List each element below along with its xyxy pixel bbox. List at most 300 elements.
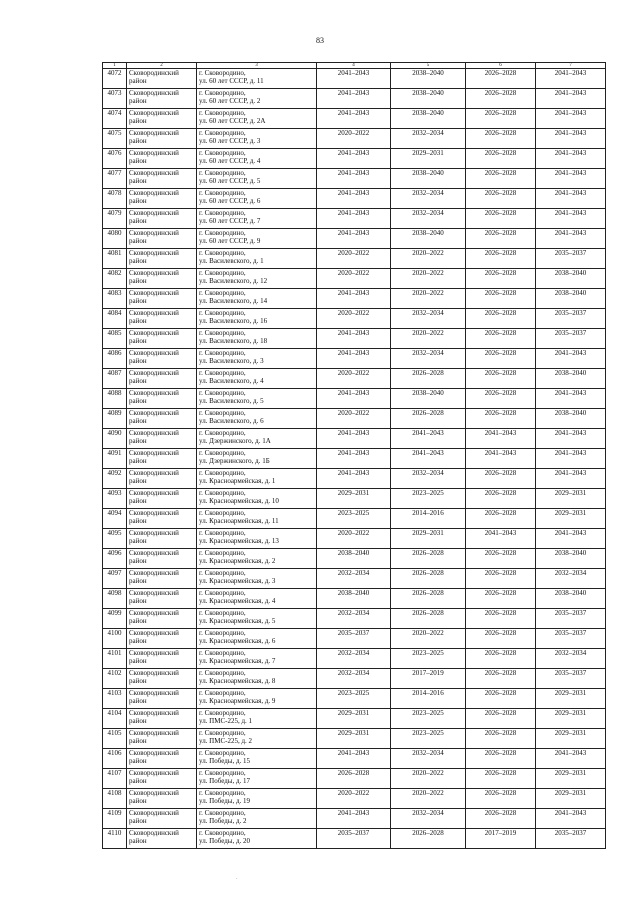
period-cell: 2032–2034	[391, 209, 466, 229]
district-cell	[127, 669, 197, 689]
district-line: Сковородинский	[129, 149, 179, 157]
period-cell: 2026–2028	[466, 149, 536, 169]
address-line: ул. 60 лет СССР, д. 11	[199, 77, 264, 85]
table-row	[103, 109, 606, 129]
district-line: Сковородинский	[129, 329, 179, 337]
table-row	[103, 669, 606, 689]
row-number-cell: 4107	[103, 769, 127, 789]
column-header: 7	[536, 63, 606, 69]
district-cell	[127, 729, 197, 749]
district-cell	[127, 429, 197, 449]
period-cell: 2029–2031	[317, 709, 391, 729]
period-cell: 2023–2025	[391, 729, 466, 749]
period-cell: 2026–2028	[466, 349, 536, 369]
address-line: ул. Красноармейская, д. 5	[199, 617, 276, 625]
period-cell: 2041–2043	[317, 209, 391, 229]
period-cell: 2041–2043	[317, 109, 391, 129]
district-cell	[127, 269, 197, 289]
address-cell	[197, 829, 317, 849]
address-line: ул. Василевского, д. 16	[199, 317, 268, 325]
address-line: ул. Красноармейская, д. 10	[199, 497, 279, 505]
period-cell: 2038–2040	[391, 109, 466, 129]
address-cell	[197, 109, 317, 129]
district-line: район	[129, 137, 147, 145]
period-cell: 2026–2028	[466, 749, 536, 769]
district-line: Сковородинский	[129, 409, 179, 417]
period-cell: 2023–2025	[391, 709, 466, 729]
district-line: район	[129, 557, 147, 565]
district-line: район	[129, 777, 147, 785]
period-cell: 2029–2031	[536, 509, 606, 529]
address-line: ул. Василевского, д. 14	[199, 297, 268, 305]
district-line: район	[129, 797, 147, 805]
table-row	[103, 329, 606, 349]
address-line: ул. 60 лет СССР, д. 7	[199, 217, 261, 225]
table-row	[103, 709, 606, 729]
period-cell: 2026–2028	[466, 209, 536, 229]
period-cell: 2026–2028	[466, 569, 536, 589]
district-line: район	[129, 177, 147, 185]
district-line: район	[129, 817, 147, 825]
district-cell	[127, 209, 197, 229]
row-number-cell: 4090	[103, 429, 127, 449]
district-line: Сковородинский	[129, 489, 179, 497]
district-line: Сковородинский	[129, 269, 179, 277]
row-number-cell: 4086	[103, 349, 127, 369]
address-line: ул. Красноармейская, д. 1	[199, 477, 276, 485]
district-cell	[127, 129, 197, 149]
period-cell: 2032–2034	[317, 609, 391, 629]
district-line: Сковородинский	[129, 609, 179, 617]
address-cell	[197, 249, 317, 269]
row-number-cell: 4104	[103, 709, 127, 729]
row-number-cell: 4076	[103, 149, 127, 169]
district-line: район	[129, 417, 147, 425]
row-number-cell: 4098	[103, 589, 127, 609]
period-cell: 2026–2028	[466, 269, 536, 289]
period-cell: 2020–2022	[391, 329, 466, 349]
address-line: ул. Победы, д. 20	[199, 837, 251, 845]
table-row	[103, 169, 606, 189]
table-row	[103, 229, 606, 249]
period-cell: 2041–2043	[536, 229, 606, 249]
period-cell: 2041–2043	[536, 129, 606, 149]
table-row	[103, 449, 606, 469]
address-line: г. Сковородино,	[199, 789, 246, 797]
district-cell	[127, 489, 197, 509]
table-row	[103, 509, 606, 529]
district-cell	[127, 69, 197, 89]
table-row	[103, 529, 606, 549]
district-cell	[127, 89, 197, 109]
table-row	[103, 149, 606, 169]
period-cell: 2017–2019	[391, 669, 466, 689]
address-line: ул. Василевского, д. 4	[199, 377, 264, 385]
period-cell: 2032–2034	[391, 129, 466, 149]
address-cell	[197, 169, 317, 189]
table-row	[103, 369, 606, 389]
period-cell: 2026–2028	[391, 569, 466, 589]
district-line: Сковородинский	[129, 349, 179, 357]
district-cell	[127, 569, 197, 589]
district-line: Сковородинский	[129, 249, 179, 257]
period-cell: 2023–2025	[391, 489, 466, 509]
period-cell: 2026–2028	[466, 669, 536, 689]
address-line: г. Сковородино,	[199, 209, 246, 217]
district-line: район	[129, 357, 147, 365]
row-number-cell: 4108	[103, 789, 127, 809]
address-line: г. Сковородино,	[199, 829, 246, 837]
period-cell: 2035–2037	[536, 329, 606, 349]
period-cell: 2032–2034	[317, 669, 391, 689]
district-line: Сковородинский	[129, 189, 179, 197]
district-line: Сковородинский	[129, 789, 179, 797]
address-line: ул. Василевского, д. 18	[199, 337, 268, 345]
address-cell	[197, 209, 317, 229]
address-line: ул. Василевского, д. 3	[199, 357, 264, 365]
district-line: Сковородинский	[129, 729, 179, 737]
address-line: г. Сковородино,	[199, 269, 246, 277]
address-line: ул. Красноармейская, д. 9	[199, 697, 276, 705]
period-cell: 2041–2043	[317, 289, 391, 309]
address-line: ул. Красноармейская, д. 4	[199, 597, 276, 605]
period-cell: 2020–2022	[391, 249, 466, 269]
district-line: Сковородинский	[129, 809, 179, 817]
district-line: Сковородинский	[129, 109, 179, 117]
period-cell: 2014–2016	[391, 689, 466, 709]
district-cell	[127, 389, 197, 409]
address-line: ул. Красноармейская, д. 13	[199, 537, 279, 545]
row-number-cell: 4083	[103, 289, 127, 309]
period-cell: 2029–2031	[391, 529, 466, 549]
address-cell	[197, 629, 317, 649]
period-cell: 2038–2040	[536, 409, 606, 429]
period-cell: 2020–2022	[317, 529, 391, 549]
row-number-cell: 4073	[103, 89, 127, 109]
housing-register-table	[102, 62, 606, 849]
row-number-cell: 4094	[103, 509, 127, 529]
district-cell	[127, 329, 197, 349]
table-row	[103, 469, 606, 489]
period-cell: 2032–2034	[391, 469, 466, 489]
address-cell	[197, 649, 317, 669]
district-cell	[127, 649, 197, 669]
period-cell: 2020–2022	[317, 409, 391, 429]
page-number: 83	[316, 36, 324, 45]
district-line: Сковородинский	[129, 209, 179, 217]
district-line: район	[129, 617, 147, 625]
period-cell: 2038–2040	[536, 549, 606, 569]
district-line: район	[129, 597, 147, 605]
address-line: ул. 60 лет СССР, д. 4	[199, 157, 261, 165]
row-number-cell: 4088	[103, 389, 127, 409]
row-number-cell: 4081	[103, 249, 127, 269]
table-row	[103, 349, 606, 369]
district-line: район	[129, 117, 147, 125]
period-cell: 2026–2028	[466, 229, 536, 249]
row-number-cell: 4093	[103, 489, 127, 509]
period-cell: 2023–2025	[317, 689, 391, 709]
period-cell: 2026–2028	[466, 489, 536, 509]
period-cell: 2041–2043	[536, 449, 606, 469]
period-cell: 2041–2043	[536, 89, 606, 109]
address-line: г. Сковородино,	[199, 529, 246, 537]
address-line: ул. Василевского, д. 1	[199, 257, 264, 265]
address-cell	[197, 569, 317, 589]
period-cell: 2041–2043	[536, 209, 606, 229]
address-line: г. Сковородино,	[199, 609, 246, 617]
period-cell: 2026–2028	[391, 549, 466, 569]
table-row	[103, 489, 606, 509]
address-line: г. Сковородино,	[199, 329, 246, 337]
district-line: район	[129, 637, 147, 645]
address-cell	[197, 289, 317, 309]
district-cell	[127, 749, 197, 769]
address-cell	[197, 429, 317, 449]
column-header: 1	[103, 63, 127, 69]
district-line: район	[129, 337, 147, 345]
period-cell: 2041–2043	[536, 169, 606, 189]
period-cell: 2029–2031	[536, 789, 606, 809]
address-cell	[197, 329, 317, 349]
period-cell: 2026–2028	[466, 469, 536, 489]
period-cell: 2026–2028	[391, 609, 466, 629]
period-cell: 2029–2031	[536, 769, 606, 789]
period-cell: 2026–2028	[466, 589, 536, 609]
row-number-cell: 4099	[103, 609, 127, 629]
period-cell: 2038–2040	[536, 589, 606, 609]
period-cell: 2038–2040	[391, 89, 466, 109]
period-cell: 2020–2022	[317, 249, 391, 269]
address-cell	[197, 489, 317, 509]
period-cell: 2026–2028	[466, 629, 536, 649]
address-line: ул. Василевского, д. 12	[199, 277, 268, 285]
address-line: ул. Победы, д. 17	[199, 777, 251, 785]
table-row	[103, 409, 606, 429]
period-cell: 2026–2028	[466, 309, 536, 329]
district-cell	[127, 249, 197, 269]
district-line: Сковородинский	[129, 629, 179, 637]
district-cell	[127, 149, 197, 169]
period-cell: 2020–2022	[317, 789, 391, 809]
period-cell: 2038–2040	[317, 589, 391, 609]
table-row	[103, 729, 606, 749]
period-cell: 2032–2034	[391, 349, 466, 369]
district-line: Сковородинский	[129, 749, 179, 757]
period-cell: 2041–2043	[536, 529, 606, 549]
table-row	[103, 389, 606, 409]
period-cell: 2035–2037	[536, 249, 606, 269]
period-cell: 2026–2028	[466, 509, 536, 529]
period-cell: 2026–2028	[466, 129, 536, 149]
column-header: 5	[391, 63, 466, 69]
district-line: район	[129, 677, 147, 685]
period-cell: 2035–2037	[536, 309, 606, 329]
district-cell	[127, 109, 197, 129]
period-cell: 2014–2016	[391, 509, 466, 529]
period-cell: 2041–2043	[317, 329, 391, 349]
period-cell: 2029–2031	[317, 489, 391, 509]
address-line: г. Сковородино,	[199, 429, 246, 437]
address-cell	[197, 189, 317, 209]
row-number-cell: 4075	[103, 129, 127, 149]
district-cell	[127, 289, 197, 309]
district-line: Сковородинский	[129, 549, 179, 557]
district-line: район	[129, 697, 147, 705]
period-cell: 2026–2028	[466, 809, 536, 829]
address-cell	[197, 129, 317, 149]
period-cell: 2041–2043	[466, 449, 536, 469]
district-line: Сковородинский	[129, 129, 179, 137]
column-header: 6	[466, 63, 536, 69]
period-cell: 2041–2043	[317, 469, 391, 489]
district-cell	[127, 349, 197, 369]
row-number-cell: 4080	[103, 229, 127, 249]
period-cell: 2026–2028	[391, 369, 466, 389]
address-cell	[197, 309, 317, 329]
period-cell: 2020–2022	[317, 369, 391, 389]
address-cell	[197, 609, 317, 629]
district-line: Сковородинский	[129, 509, 179, 517]
period-cell: 2026–2028	[466, 169, 536, 189]
period-cell: 2038–2040	[317, 549, 391, 569]
address-cell	[197, 89, 317, 109]
address-line: ул. 60 лет СССР, д. 5	[199, 177, 261, 185]
table-row	[103, 189, 606, 209]
row-number-cell: 4096	[103, 549, 127, 569]
row-number-cell: 4079	[103, 209, 127, 229]
address-line: г. Сковородино,	[199, 249, 246, 257]
column-header: 3	[197, 63, 317, 69]
row-number-cell: 4095	[103, 529, 127, 549]
period-cell: 2032–2034	[391, 309, 466, 329]
district-cell	[127, 449, 197, 469]
district-line: Сковородинский	[129, 589, 179, 597]
period-cell: 2041–2043	[536, 809, 606, 829]
address-line: ул. Дзержинского, д. 1Б	[199, 457, 270, 465]
period-cell: 2041–2043	[466, 529, 536, 549]
period-cell: 2041–2043	[391, 429, 466, 449]
address-cell	[197, 589, 317, 609]
district-cell	[127, 549, 197, 569]
district-line: район	[129, 77, 147, 85]
period-cell: 2038–2040	[536, 369, 606, 389]
address-cell	[197, 689, 317, 709]
district-line: район	[129, 457, 147, 465]
district-line: район	[129, 397, 147, 405]
address-line: ул. 60 лет СССР, д. 9	[199, 237, 261, 245]
row-number-cell: 4110	[103, 829, 127, 849]
address-line: г. Сковородино,	[199, 149, 246, 157]
address-line: г. Сковородино,	[199, 69, 246, 77]
address-line: г. Сковородино,	[199, 629, 246, 637]
period-cell: 2017–2019	[466, 829, 536, 849]
address-line: ул. Красноармейская, д. 8	[199, 677, 276, 685]
period-cell: 2041–2043	[536, 389, 606, 409]
district-line: Сковородинский	[129, 369, 179, 377]
district-cell	[127, 789, 197, 809]
table-row	[103, 89, 606, 109]
district-cell	[127, 529, 197, 549]
district-line: район	[129, 517, 147, 525]
address-line: г. Сковородино,	[199, 669, 246, 677]
district-cell	[127, 609, 197, 629]
address-line: ул. Победы, д. 2	[199, 817, 247, 825]
address-cell	[197, 529, 317, 549]
period-cell: 2020–2022	[391, 289, 466, 309]
address-line: г. Сковородино,	[199, 229, 246, 237]
district-cell	[127, 689, 197, 709]
address-cell	[197, 369, 317, 389]
address-line: г. Сковородино,	[199, 449, 246, 457]
district-line: район	[129, 97, 147, 105]
district-line: Сковородинский	[129, 229, 179, 237]
district-cell	[127, 169, 197, 189]
period-cell: 2029–2031	[536, 489, 606, 509]
district-cell	[127, 829, 197, 849]
period-cell: 2020–2022	[317, 309, 391, 329]
district-line: район	[129, 437, 147, 445]
district-cell	[127, 589, 197, 609]
district-cell	[127, 369, 197, 389]
period-cell: 2026–2028	[466, 389, 536, 409]
period-cell: 2041–2043	[317, 149, 391, 169]
period-cell: 2023–2025	[317, 509, 391, 529]
address-cell	[197, 709, 317, 729]
address-line: ул. Красноармейская, д. 6	[199, 637, 276, 645]
row-number-cell: 4105	[103, 729, 127, 749]
address-cell	[197, 549, 317, 569]
table-row	[103, 589, 606, 609]
address-cell	[197, 469, 317, 489]
table-row	[103, 649, 606, 669]
row-number-cell: 4103	[103, 689, 127, 709]
address-line: г. Сковородино,	[199, 509, 246, 517]
district-cell	[127, 229, 197, 249]
period-cell: 2041–2043	[317, 169, 391, 189]
period-cell: 2026–2028	[466, 689, 536, 709]
table-row	[103, 209, 606, 229]
address-cell	[197, 149, 317, 169]
address-cell	[197, 809, 317, 829]
period-cell: 2026–2028	[391, 829, 466, 849]
period-cell: 2041–2043	[536, 469, 606, 489]
period-cell: 2041–2043	[317, 809, 391, 829]
district-line: Сковородинский	[129, 69, 179, 77]
address-line: г. Сковородино,	[199, 89, 246, 97]
district-line: район	[129, 317, 147, 325]
district-line: Сковородинский	[129, 529, 179, 537]
address-cell	[197, 749, 317, 769]
address-line: ул. 60 лет СССР, д. 6	[199, 197, 261, 205]
address-line: ул. Красноармейская, д. 7	[199, 657, 276, 665]
district-line: Сковородинский	[129, 769, 179, 777]
address-line: ул. Красноармейская, д. 3	[199, 577, 276, 585]
district-line: Сковородинский	[129, 709, 179, 717]
row-number-cell: 4092	[103, 469, 127, 489]
period-cell: 2029–2031	[536, 729, 606, 749]
address-line: г. Сковородино,	[199, 469, 246, 477]
period-cell: 2026–2028	[466, 789, 536, 809]
table-row	[103, 629, 606, 649]
period-cell: 2032–2034	[536, 649, 606, 669]
district-line: район	[129, 837, 147, 845]
row-number-cell: 4109	[103, 809, 127, 829]
address-line: ул. 60 лет СССР, д. 3	[199, 137, 261, 145]
address-line: г. Сковородино,	[199, 289, 246, 297]
period-cell: 2026–2028	[466, 609, 536, 629]
period-cell: 2035–2037	[317, 829, 391, 849]
